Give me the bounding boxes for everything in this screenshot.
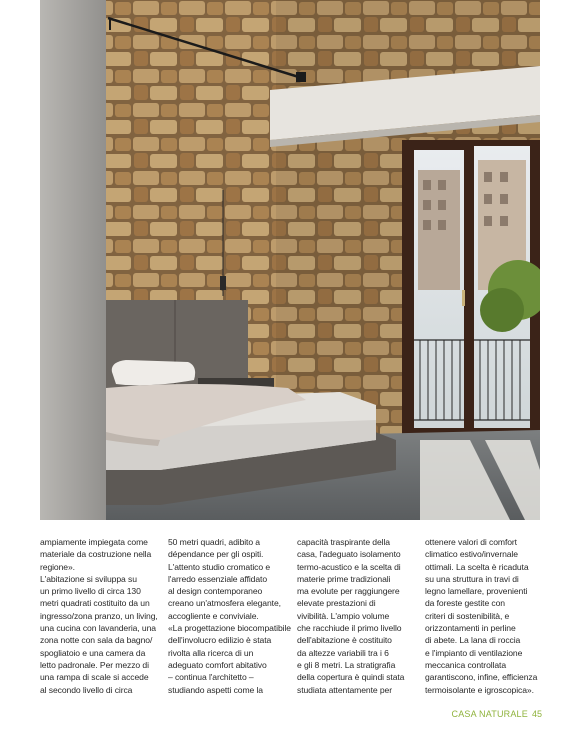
text-line: ottenere valori di comfort [425,537,517,547]
text-line: che racchiude il primo livello [297,623,402,634]
text-line: e l'impianto di ventilazione [425,647,523,658]
text-line: studiata attentamente per [297,684,392,695]
text-line: ottimali. La scelta è ricaduta [425,561,529,572]
text-line: termoisolante e igroscopica». [425,684,534,695]
text-line: L'attento studio cromatico e [168,561,271,572]
text-line: al secondo livello di circa [40,684,133,695]
text-line: termo-acustico e la scelta di [297,561,401,572]
magazine-name: CASA NATURALE [451,709,528,719]
bedroom-photo [40,0,540,520]
text-line: studiando aspetti come la [168,684,263,695]
text-line: legno lamellare, provenienti [425,586,528,597]
text-line: 50 metri quadri, adibito a [168,537,260,547]
text-line: da altezze variabili tra i 6 [297,647,389,658]
text-line: meccanica controllata [425,659,507,670]
text-line: adeguato comfort abitativo [168,659,267,670]
text-line: al design contemporaneo [168,586,263,597]
text-line: zona notte con sala da bagno/ [40,635,153,646]
text-line: L'abitazione si sviluppa su [40,573,137,584]
text-line: ampiamente impiegata come [40,537,148,547]
text-line: da foreste gestite con [425,598,505,609]
text-line: materie prime tradizionali [297,573,391,584]
text-line: rivolta alla ricerca di un [168,647,254,658]
text-line: elevate prestazioni di [297,598,376,609]
text-line: della copertura è quindi stata [297,672,405,683]
text-column-4 [425,536,541,696]
page-footer [430,707,542,721]
text-line: dell'abitazione è costituito [297,635,392,646]
text-line: metri quadrati costituito da un [40,598,150,609]
text-line: l'arredo essenziale affidato [168,573,268,584]
text-line: una rampa di scale si accede [40,672,149,683]
text-line: un primo livello di circa 130 [40,586,141,597]
text-line: di abete. La lana di roccia [425,635,521,646]
text-line: vivibilità. L'ampio volume [297,610,390,621]
article-body [40,536,540,696]
text-line: garantiscono, infine, efficienza [425,672,538,683]
text-line: ma evolute per raggiungere [297,586,400,597]
text-line: criteri di sostenibilità, e [425,610,510,621]
text-column-1 [40,536,156,696]
text-line: casa, l'adeguato isolamento [297,549,401,560]
text-line: su una struttura in travi di [425,573,519,584]
text-line: e gli 8 metri. La stratigrafia [297,659,396,670]
text-line: capacità traspirante della [297,537,390,547]
page-number: 45 [531,709,542,719]
text-line: materiale da costruzione nella [40,549,152,560]
text-line: orizzontamenti in perline [425,623,516,634]
text-line: creano un'atmosfera elegante, [168,598,281,609]
text-line: una cucina con lavanderia, una [40,623,156,634]
text-line: ingresso/zona pranzo, un living, [40,610,158,621]
text-column-3 [297,536,413,696]
text-line: climatico estivo/invernale [425,549,518,560]
text-line: letto padronale. Per mezzo di [40,659,149,670]
text-line: dépendance per gli ospiti. [168,549,264,560]
text-line: «La progettazione biocompatibile [168,623,291,634]
text-line: spogliatoio e una camera da [40,647,146,658]
text-line: – continua l'architetto – [168,672,254,683]
text-line: accogliente e conviviale. [168,610,259,621]
text-line: dell'involucro edilizio è stata [168,635,272,646]
text-line: regione». [40,561,75,572]
text-column-2 [168,536,291,696]
